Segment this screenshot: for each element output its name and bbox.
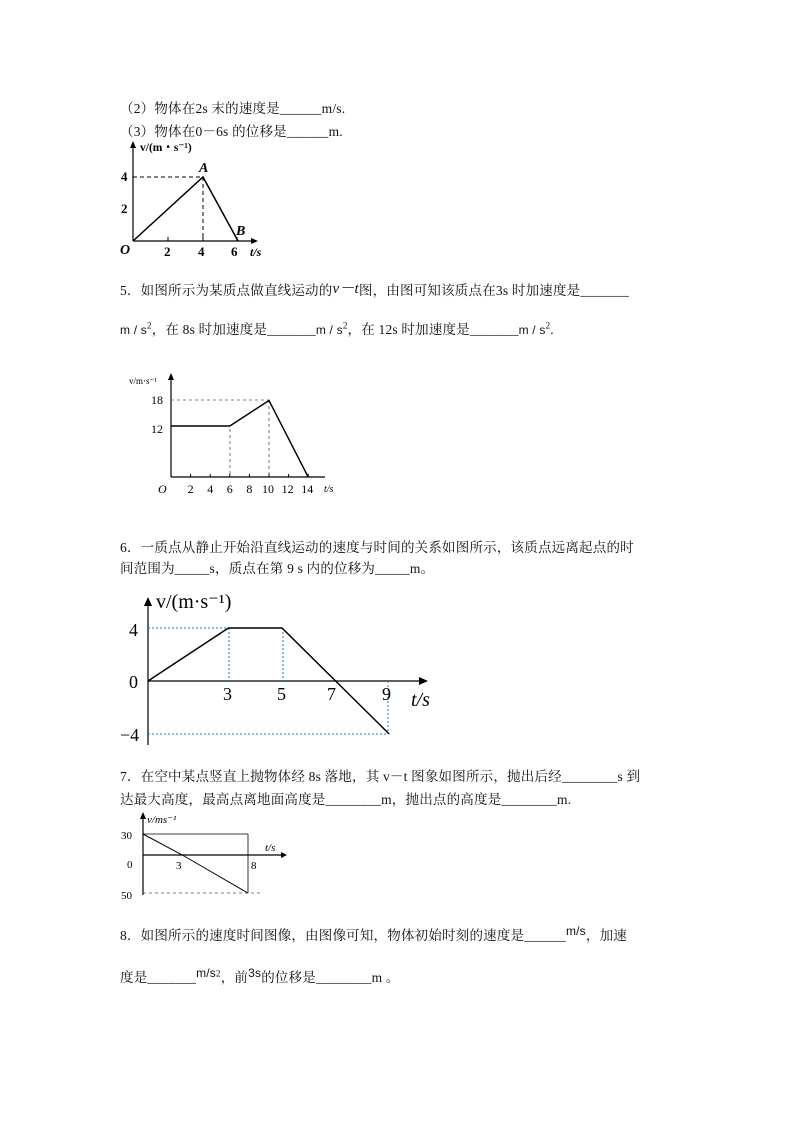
chart3-ytick-minus4: −4 xyxy=(120,725,140,745)
q8-text-c: 度是_______ xyxy=(120,970,197,985)
q8-text-a: 8．如图所示的速度时间图像，由图像可知，物体初始时刻的速度是______ xyxy=(120,928,566,943)
q5-line-1 xyxy=(120,277,629,299)
chart2-ylabel: v/m·s⁻¹ xyxy=(129,376,157,386)
chart3-ylabel: v/(m·s⁻¹) xyxy=(156,591,232,613)
chart2-xtick-label: 12 xyxy=(281,482,294,496)
chart2-ytick-12: 12 xyxy=(151,422,163,436)
chart1-point-A: A xyxy=(199,161,209,176)
q8-line-1 xyxy=(120,924,627,944)
q5-unit-2: m / s xyxy=(315,323,343,337)
chart3-xtick-9: 9 xyxy=(382,684,391,704)
chart3-xlabel: t/s xyxy=(411,689,430,711)
chart3-ytick-4: 4 xyxy=(129,620,138,640)
chart3-x-arrow xyxy=(419,677,428,685)
chart2-xtick-label: 10 xyxy=(262,482,274,496)
q5-sq-3: 2 xyxy=(545,320,551,331)
chart1-point-B: B xyxy=(236,224,246,239)
chart4-ytick-30: 30 xyxy=(121,830,132,842)
q8-3s: 3s xyxy=(248,966,262,980)
chart2-xtick-label: 2 xyxy=(187,482,194,496)
q8-text-b: ，加速 xyxy=(585,928,627,943)
q7-line-2: 达最大高度，最高点离地面高度是________m，抛出点的高度是________m. xyxy=(120,792,572,807)
q8-text-e: 的位移是________m 。 xyxy=(261,970,400,985)
chart3-series-line xyxy=(148,628,389,734)
chart4-xtick-3: 3 xyxy=(176,860,182,872)
chart4-series-line xyxy=(143,834,248,893)
q8-text-d: ，前 xyxy=(220,970,249,985)
chart2-xtick-label: O xyxy=(158,482,167,496)
chart3-xtick-3: 3 xyxy=(223,684,232,704)
chart4-ytick-50: 50 xyxy=(121,890,132,902)
chart1-ylabel: v/(m・s⁻¹) xyxy=(140,142,192,154)
chart2-xtick-label: 6 xyxy=(226,482,233,496)
chart1-y-arrow xyxy=(130,141,136,148)
chart3-xtick-5: 5 xyxy=(277,684,286,704)
chart1-xtick-6: 6 xyxy=(231,244,238,259)
q7-line-1: 7．在空中某点竖直上抛物体经 8s 落地，其 v－t 图象如图所示，抛出后经________s 到 xyxy=(120,769,641,784)
q5-sq-1: 2 xyxy=(147,320,152,331)
q5-vt-symbol: v－t xyxy=(332,281,359,297)
chart4-ylabel: v/ms⁻¹ xyxy=(147,814,177,826)
chart2-xlabel: t/s xyxy=(324,484,334,495)
q5-unit-1: m / s xyxy=(120,323,147,337)
q5-sq-2: 2 xyxy=(342,320,348,331)
chart1-ytick-4: 4 xyxy=(121,169,128,184)
q5-text-e: . xyxy=(550,322,554,337)
q5-text-a: 5．如图所示为某质点做直线运动的 xyxy=(120,283,333,298)
q6-line-1: 6．一质点从静止开始沿直线运动的速度与时间的关系如图所示，该质点远离起点的时 xyxy=(120,540,634,555)
chart2-xtick-label: 14 xyxy=(301,482,314,496)
chart3-y-arrow xyxy=(144,597,152,606)
chart4-ytick-0: 0 xyxy=(127,859,133,871)
chart1-x-arrow xyxy=(251,238,258,244)
q8-sq: 2 xyxy=(216,968,221,979)
chart2-ytick-18: 18 xyxy=(151,393,163,407)
chart2-xtick-label: 8 xyxy=(246,482,253,496)
chart1-xlabel: t/s xyxy=(250,245,262,259)
q5-text-c: ，在 8s 时加速度是_______ xyxy=(151,322,316,337)
q5-text-b: 图，由图可知该质点在3s 时加速度是_______ xyxy=(358,283,630,298)
chart1-series-line xyxy=(133,177,238,241)
q8-unit-ms: m/s xyxy=(565,924,586,938)
q5-unit-3: m / s xyxy=(518,323,546,337)
chart3-xtick-7: 7 xyxy=(327,684,336,704)
q5-text-d: ，在 12s 时加速度是_______ xyxy=(347,322,519,337)
q8-unit-ms2: m/s xyxy=(196,966,216,980)
chart2-xtick-label: 4 xyxy=(207,482,214,496)
chart2-series-line xyxy=(171,401,308,478)
chart1-xtick-4: 4 xyxy=(198,244,205,259)
chart1-point-O: O xyxy=(120,243,131,258)
chart2-y-arrow xyxy=(168,373,174,380)
q5-line-2 xyxy=(120,318,554,338)
q4-line-2: （2）物体在2s 末的速度是______m/s. xyxy=(120,101,346,116)
q6-line-2: 间范围为_____s，质点在第 9 s 内的位移为_____m。 xyxy=(120,561,435,576)
chart4-xtick-8: 8 xyxy=(251,860,257,872)
chart1-ytick-2: 2 xyxy=(121,201,128,216)
chart3-ytick-0: 0 xyxy=(129,672,138,692)
q8-line-2 xyxy=(120,966,400,986)
chart4-y-arrow xyxy=(140,812,146,819)
chart1-xtick-2: 2 xyxy=(164,244,171,259)
q4-line-3: （3）物体在0－6s 的位移是______m. xyxy=(120,124,343,139)
chart4-x-arrow xyxy=(281,852,287,858)
chart4-xlabel: t/s xyxy=(265,842,276,854)
